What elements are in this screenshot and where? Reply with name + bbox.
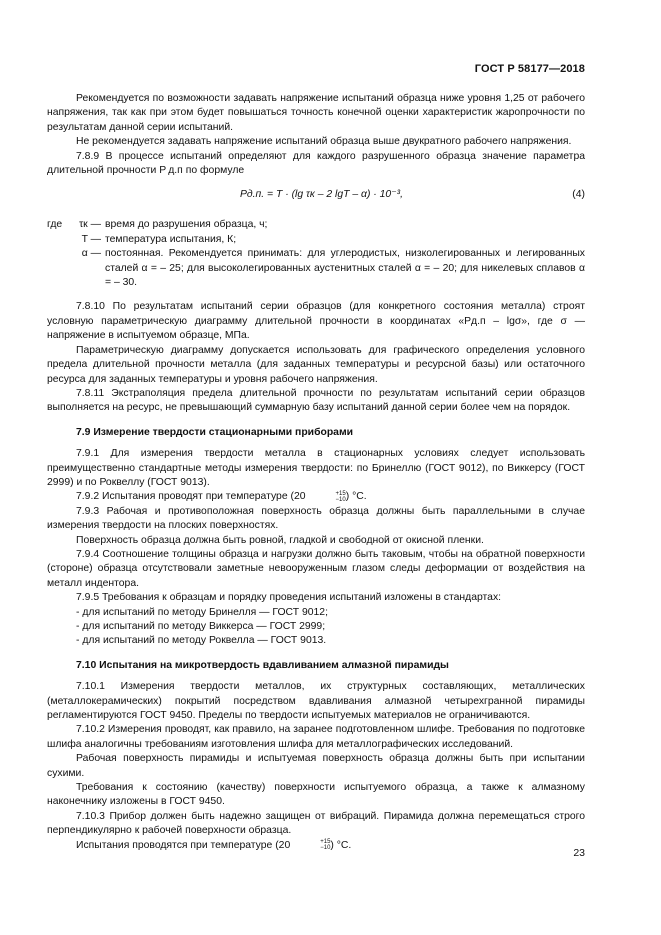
formula: Pд.п. = T · (lg τк – 2 lgT – α) · 10⁻³, (240, 189, 404, 201)
paragraph: Рекомендуется по возможности задавать напряжение испытаний образца ниже уровня 1,25 от рабочего напряжения, так как при этом будет повышаться точность конечной оценки характеристик жаропрочности по результатам данной серии испытаний. (47, 93, 585, 133)
tolerance: +15 −10 (335, 490, 346, 503)
paragraph: 7.9.3 Рабочая и противоположная поверхность образца должны быть параллельными в случае измерения твердости на плоских поверхностях. (47, 505, 585, 532)
section-heading: 7.10 Испытания на микротвердость вдавливанием алмазной пирамиды (76, 659, 449, 671)
paragraph: Испытания проводятся при температуре (20 +15 −10 ) °С. (76, 838, 352, 851)
where-symbol: α — (81, 248, 101, 260)
formula-number: (4) (572, 189, 585, 201)
paragraph: 7.10.2 Измерения проводят, как правило, на заранее подготовленном шлифе. Требования по подготовке шлифа аналогичны требованиям изготовления шлифа для металлографических исследований. (47, 724, 585, 750)
paragraph: 7.8.10 По результатам испытаний серии образцов (для конкретного состояния металла) строят условную параметрическую диаграмму длительной прочности в координатах «Pд.п – lgσ», где σ — напряжение в испытуемом образце, МПа. (47, 301, 585, 342)
paragraph: 7.8.11 Экстраполяция предела длительной прочности по результатам испытаний серии образцов выполняется на ресурс, не превышающий суммарную базу испытаний данной серии более чем на порядок. (47, 387, 585, 414)
paragraph: 7.9.4 Соотношение толщины образца и нагрузки должно быть таковым, чтобы на обратной поверхности (стороне) образца отсутствовали заметные невооруженным глазом следы деформации от воздействия на металл индентора. (47, 548, 585, 589)
where-definition: постоянная. Рекомендуется принимать: для углеродистых, низколегированных и легированных сталей α = – 25; для высоколегированных аустенитных сталей α = – 20; для никелевых сплавов α = – 30. (105, 248, 585, 289)
list-item: - для испытаний по методу Виккерса — ГОСТ 2999; (76, 621, 326, 632)
tolerance: +15 −10 (320, 838, 331, 851)
paragraph: Параметрическую диаграмму допускается использовать для графического определения условного предела длительной прочности металла (для заданных температуры и ресурсной базы) или остаточного ресурса для заданных температуры и уровня рабочего напряжения. (47, 344, 585, 385)
paragraph: 7.9.1 Для измерения твердости металла в стационарных условиях следует использовать преимущественно стандартные методы измерения твердости: по Бринеллю (ГОСТ 9012), по Виккерсу (ГОСТ 2999) и по Роквеллу (ГОСТ 9013). (47, 448, 585, 488)
where-definition: температура испытания, К; (105, 233, 237, 245)
where-definition: время до разрушения образца, ч; (105, 219, 268, 231)
where-label: где (47, 219, 63, 231)
paragraph: 7.10.1 Измерения твердости металлов, их структурных составляющих, металлических (металлокерамических) покрытий посредством вдавливания алмазной четырехгранной пирамиды регламентируются ГОСТ 9450. Пределы по твердости испытуемых материалов не ограничиваются. (47, 681, 585, 722)
paragraph: 7.9.5 Требования к образцам и порядку проведения испытаний изложены в стандартах: (76, 592, 502, 604)
paragraph: 7.10.3 Прибор должен быть надежно защищен от вибраций. Пирамида должна перемещаться строго перпендикулярно к рабочей поверхности образца. (47, 810, 585, 837)
paragraph: Не рекомендуется задавать напряжение испытаний образца выше двукратного рабочего напряжения. (76, 136, 572, 148)
formula-block (47, 186, 585, 212)
paragraph: 7.9.2 Испытания проводят при температуре (20 +15 −10 ) °С. (76, 490, 367, 503)
paragraph: Поверхность образца должна быть ровной, гладкой и свободной от окисной пленки. (76, 534, 484, 546)
where-list (47, 218, 585, 290)
where-symbol: T — (81, 233, 101, 245)
paragraph: 7.8.9 В процессе испытаний определяют для каждого разрушенного образца значение параметра длительной прочности P д.п по формуле (47, 150, 585, 177)
list-item: - для испытаний по методу Роквелла — ГОСТ 9013. (76, 635, 327, 647)
page-number: 23 (573, 847, 585, 859)
section-heading: 7.9 Измерение твердости стационарными приборами (76, 426, 354, 438)
where-symbol: τк — (79, 219, 101, 231)
page-content (47, 92, 585, 853)
paragraph: Рабочая поверхность пирамиды и испытуемая поверхность образца должны быть при испытании сухими. (47, 753, 585, 779)
list-item: - для испытаний по методу Бринелля — ГОСТ 9012; (76, 606, 328, 618)
standard-header: ГОСТ Р 58177—2018 (474, 63, 585, 75)
paragraph: Требования к состоянию (качеству) поверхности испытуемого образца, а также к алмазному наконечнику изложены в ГОСТ 9450. (47, 782, 585, 808)
